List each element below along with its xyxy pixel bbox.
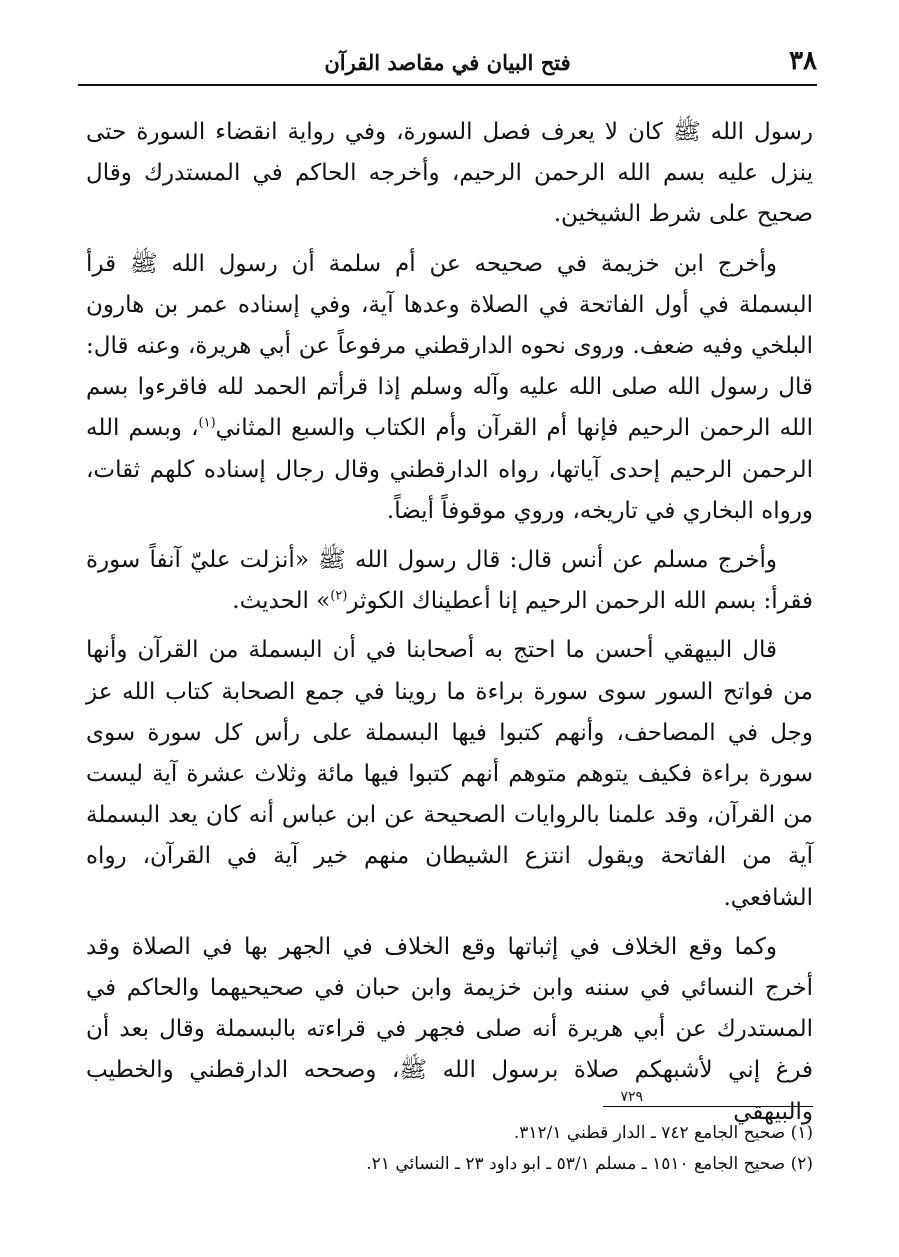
footnotes-list xyxy=(86,1118,813,1180)
page-number: ٣٨ xyxy=(789,46,817,76)
footnote-rule xyxy=(603,1106,813,1107)
paragraph-3-text-a: وأخرج مسلم عن أنس قال: قال رسول الله ﷺ «أنزلت عليّ آنفاً سورة فقرأ: بسم الله الرحمن الرحيم إنا أعطيناك الكوثر xyxy=(86,547,813,615)
footnote-1: (١) صحيح الجامع ٧٤٢ ـ الدار قطني ٣١٢/١. xyxy=(513,1123,813,1143)
paragraph-3 xyxy=(86,540,813,622)
paragraph-2-text-a: وأخرج ابن خزيمة في صحيحه عن أم سلمة أن رسول الله ﷺ قرأ البسملة في أول الفاتحة في الصلاة وعدها آية، وفي إسناده عمر بن هارون البلخي وفيه ضعف. وروى نحوه الدارقطني مرفوعاً عن أبي هريرة، وعنه قال: قال رسول الله صلى الله عليه وآله وسلم إذا قرأتم الحمد لله فاقرءوا بسم الله الرحمن الرحيم فإنها أم القرآن وأم الكتاب والسبع المثاني xyxy=(86,250,813,442)
footnote-2: (٢) صحيح الجامع ١٥١٠ ـ مسلم ٥٣/١ ـ ابو داود ٢٣ ـ النسائي ٢١. xyxy=(366,1154,813,1174)
paragraph-1: رسول الله ﷺ كان لا يعرف فصل السورة، وفي رواية انقضاء السورة حتى ينزل عليه بسم الله الرحمن الرحيم، وأخرجه الحاكم في المستدرك وقال صحيح على شرط الشيخين. xyxy=(86,119,813,228)
running-title: فتح البيان في مقاصد القرآن xyxy=(324,50,571,75)
paragraph-4: قال البيهقي أحسن ما احتج به أصحابنا في أن البسملة من القرآن وأنها من فواتح السور سوى سورة براءة ما روينا في جمع الصحابة كتاب الله عز وجل في المصاحف، وأنهم كتبوا فيها البسملة على رأس كل سورة سوى سورة براءة فكيف يتوهم متوهم أنهم كتبوا فيها مائة وثلاث عشرة آية ليست من القرآن، وقد علمنا بالروايات الصحيحة عن ابن عباس أنه كان يعد البسملة آية من الفاتحة ويقول انتزع الشيطان منهم خير آية في القرآن، رواه الشافعي. xyxy=(86,637,813,911)
paragraph-2 xyxy=(86,244,813,532)
footnotes-area xyxy=(86,1089,813,1198)
footnote-separator xyxy=(603,1106,813,1107)
main-text xyxy=(86,112,813,1141)
paragraph-3-text-b: » الحديث. xyxy=(232,588,331,615)
page-header xyxy=(78,44,817,86)
footnote-ref-1[interactable]: (١) xyxy=(198,415,216,431)
paragraph-5: وكما وقع الخلاف في إثباتها وقع الخلاف في الجهر بها في الصلاة وقد أخرج النسائي في سننه وابن خزيمة وابن حبان في صحيحيهما والحاكم في المستدرك عن أبي هريرة أنه صلى فجهر في قراءته بالبسملة وقال بعد أن فرغ إني لأشبهكم صلاة برسول الله ﷺ، وصححه الدارقطني والخطيب والبيهقي xyxy=(86,933,813,1125)
footnote-ref-2[interactable]: (٢) xyxy=(330,588,348,604)
paragraph-2-text-b: ، وبسم الله الرحمن الرحيم إحدى آياتها، رواه الدارقطني وقال رجال إسناده كلهم ثقات، ورواه البخاري في تاريخه، وروي موقوفاً أيضاً. xyxy=(86,415,813,524)
handwritten-mark: ٧٢٩ xyxy=(620,1089,643,1105)
